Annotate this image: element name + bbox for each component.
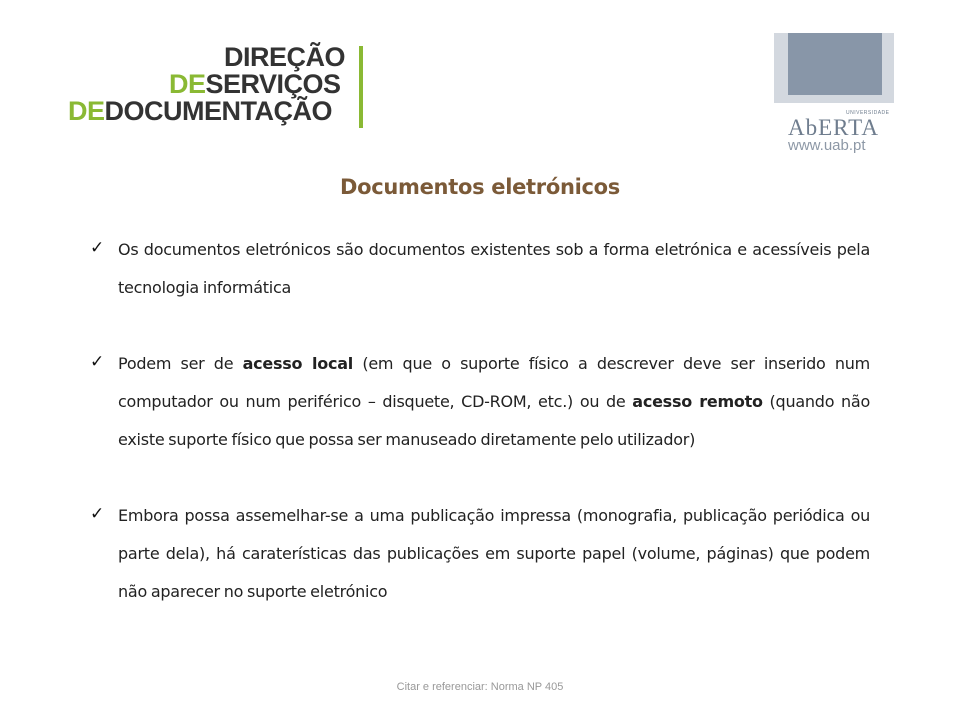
uab-name: AbERTA bbox=[788, 115, 879, 140]
footer-citation: Citar e referenciar: Norma NP 405 bbox=[396, 681, 564, 693]
item-text: Embora possa assemelhar-se a uma publicação impressa (monografia, publicação periódica ou parte dela), há caraterísticas das publicações em suporte papel (volume, páginas) que podem não aparecer no suporte eletrónico bbox=[118, 506, 870, 601]
logo-line-3-rest: DOCUMENTAÇÃO bbox=[104, 96, 332, 126]
uab-small-label: UNIVERSIDADE bbox=[846, 110, 890, 116]
page-title: Documentos eletrónicos bbox=[339, 175, 621, 199]
item-text: (quando não existe suporte físico que possa ser manuseado diretamente pelo utilizador) bbox=[118, 392, 870, 449]
checkmark-icon: ✓ bbox=[90, 504, 104, 524]
logo-line-2 bbox=[169, 71, 341, 98]
dsd-logo bbox=[68, 44, 368, 128]
logo-square-dark bbox=[788, 33, 882, 95]
item-bold-term: acesso local bbox=[242, 354, 354, 373]
logo-line-3-prefix: DE bbox=[68, 96, 105, 126]
logo-divider bbox=[359, 46, 363, 128]
item-text: (em que o suporte físico a descrever deve ser inserido num computador ou num periférico – disquete, CD-ROM, etc.) ou de bbox=[118, 354, 871, 411]
uab-url: www.uab.pt bbox=[788, 137, 866, 154]
list-item bbox=[86, 497, 870, 611]
logo-line-1: DIREÇÃO bbox=[224, 42, 346, 72]
item-text: Podem ser de bbox=[118, 354, 243, 373]
item-bold-term: acesso remoto bbox=[632, 392, 763, 411]
logo-line-3 bbox=[68, 98, 332, 125]
logo-line-2-rest: SERVIÇOS bbox=[205, 69, 341, 99]
checkmark-icon: ✓ bbox=[90, 352, 104, 372]
list-item bbox=[86, 345, 870, 459]
list-item bbox=[86, 231, 870, 307]
uab-logo bbox=[774, 33, 896, 153]
item-text: Os documentos eletrónicos são documentos existentes sob a forma eletrónica e acessíveis pela tecnologia informática bbox=[118, 240, 870, 297]
logo-line-2-prefix: DE bbox=[169, 69, 206, 99]
bullet-list bbox=[86, 231, 870, 611]
checkmark-icon: ✓ bbox=[90, 238, 104, 258]
